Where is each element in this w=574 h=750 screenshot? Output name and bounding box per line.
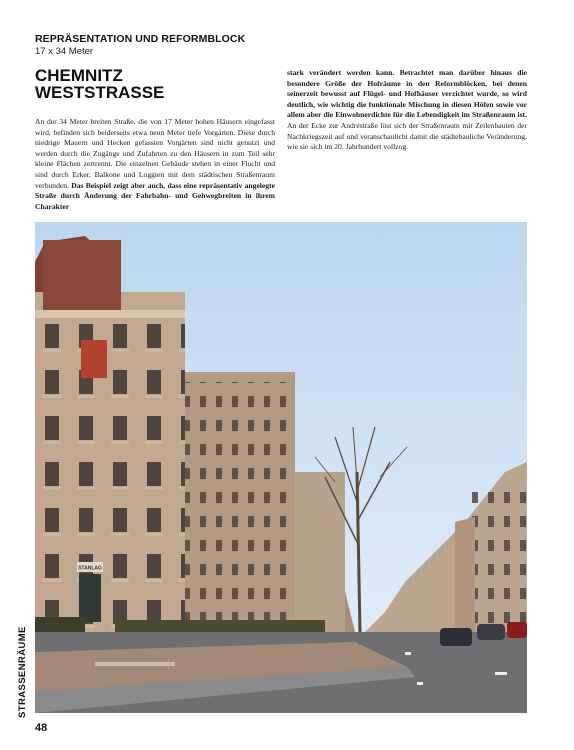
street-photo [35,222,527,713]
section-title: REPRÄSENTATION UND REFORMBLOCK [35,33,246,45]
page-number: 48 [35,722,48,734]
street-photo-illustration [35,222,527,713]
body-right-bold: stark verändert werden kann. Betrachtet man darüber hinaus die besondere Größe der Hofräume in den Reformblöcken, bei denen seinerzeit bewusst auf Flügel- und Hofhäuser verzichtet wurde, so wird deutlich, wie wichtig die funktionale Mischung in diesen Höfen sowie vor allem aber die Einwohnerdichte für die Lebendigkeit im Straßenraum ist. [287,68,527,120]
body-column-right [287,68,527,153]
dimensions-subtitle: 17 x 34 Meter [35,46,94,57]
vertical-section-label: STRASSENRÄUME [17,626,28,718]
body-column-left [35,117,275,212]
body-right-regular: An der Ecke zur Andréstraße löst sich der Straßenraum mit Zeilenbauten der Nachkriegszeit auf und veranschaulicht damit die städtebauliche Veränderung, wie sie sich im 20. Jahrhundert vollzog. [287,120,527,152]
body-left-bold: Das Beispiel zeigt aber auch, dass eine repräsentativ angelegte Straße durch Änderung der Fahrbahn- und Gehwegbreiten in ihrem Charakter [35,180,275,211]
body-left-regular: An der 34 Meter breiten Straße, die von 17 Meter hohen Häusern eingefasst wird, befinden sich beiderseits etwa neun Meter tiefe Vorgärten. Diese durch niedrige Mauern und Hecken gefassten Vorgärten sind nicht genutzt und werden durch die Zugänge und Zufahrten zu den Häusern in zum Teil sehr kleine Flächen zertrennt. Die einzelnen Gebäude stehen in einer Flucht und sind durch Erker, Balkone und Loggien mit dem städtischen Straßenraum verbunden. [35,117,275,190]
shop-sign: STANLAG [78,565,102,572]
title-line-city: CHEMNITZ [35,66,123,85]
title-line-street: WESTSTRASSE [35,83,165,102]
page-title [35,67,164,101]
